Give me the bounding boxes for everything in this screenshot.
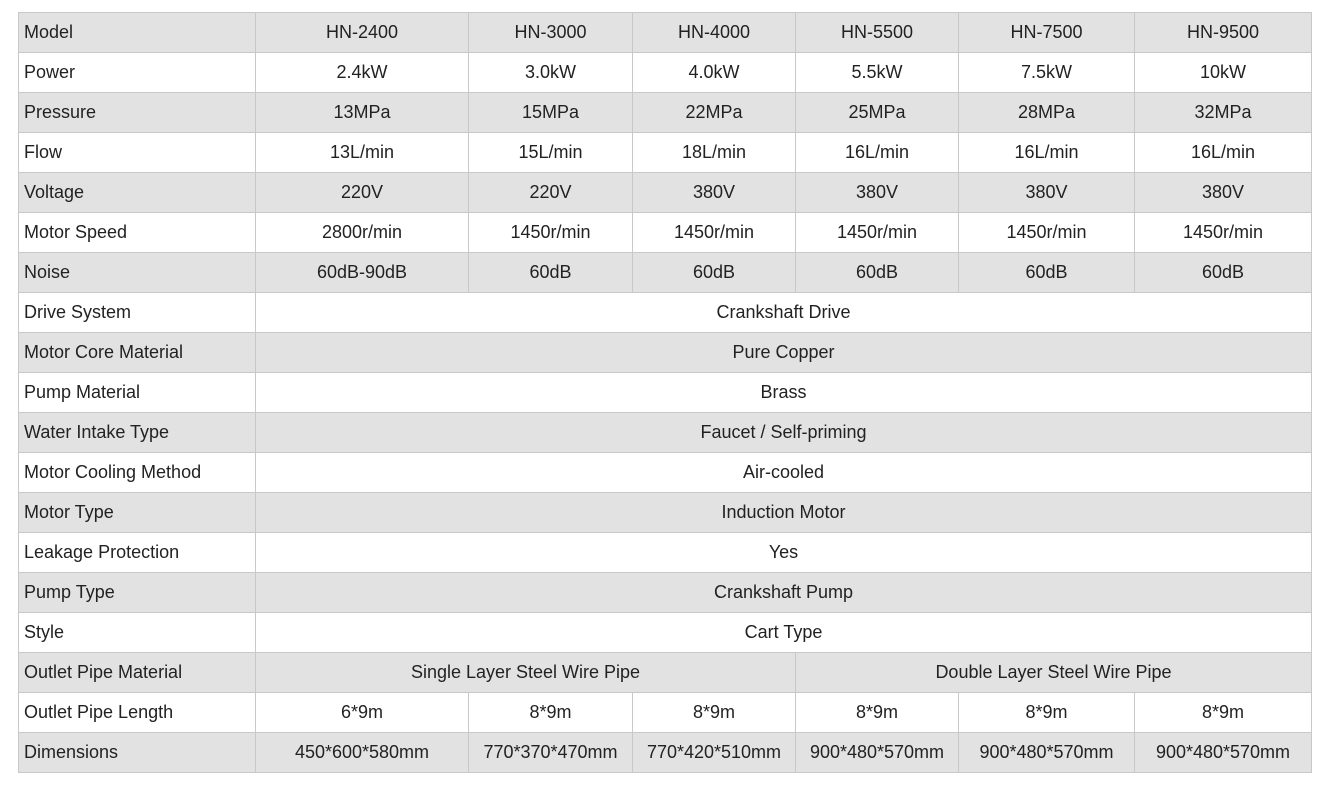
row-outlet-pipe-material (19, 653, 1312, 693)
dimensions-cell: 770*370*470mm (469, 733, 633, 773)
row-motor-speed (19, 213, 1312, 253)
noise-cell: 60dB-90dB (256, 253, 469, 293)
voltage-cell: 380V (796, 173, 959, 213)
noise-cell: 60dB (959, 253, 1135, 293)
row-label: Motor Type (19, 493, 256, 533)
row-water-intake-type (19, 413, 1312, 453)
noise-cell: 60dB (796, 253, 959, 293)
motor-core-material-value: Pure Copper (256, 333, 1312, 373)
water-intake-type-value: Faucet / Self-priming (256, 413, 1312, 453)
row-label: Pump Material (19, 373, 256, 413)
motor-speed-cell: 1450r/min (1135, 213, 1312, 253)
model-cell: HN-5500 (796, 13, 959, 53)
leakage-protection-value: Yes (256, 533, 1312, 573)
outlet-pipe-length-cell: 8*9m (469, 693, 633, 733)
outlet-pipe-material-double: Double Layer Steel Wire Pipe (796, 653, 1312, 693)
row-motor-core-material (19, 333, 1312, 373)
outlet-pipe-length-cell: 8*9m (959, 693, 1135, 733)
voltage-cell: 220V (256, 173, 469, 213)
row-label: Water Intake Type (19, 413, 256, 453)
row-label: Noise (19, 253, 256, 293)
outlet-pipe-length-cell: 8*9m (633, 693, 796, 733)
dimensions-cell: 900*480*570mm (1135, 733, 1312, 773)
row-label: Outlet Pipe Length (19, 693, 256, 733)
pressure-cell: 22MPa (633, 93, 796, 133)
outlet-pipe-length-cell: 8*9m (1135, 693, 1312, 733)
style-value: Cart Type (256, 613, 1312, 653)
power-cell: 3.0kW (469, 53, 633, 93)
model-cell: HN-4000 (633, 13, 796, 53)
row-outlet-pipe-length (19, 693, 1312, 733)
row-label: Style (19, 613, 256, 653)
row-label: Drive System (19, 293, 256, 333)
row-pressure (19, 93, 1312, 133)
motor-speed-cell: 2800r/min (256, 213, 469, 253)
row-label: Flow (19, 133, 256, 173)
power-cell: 5.5kW (796, 53, 959, 93)
pressure-cell: 13MPa (256, 93, 469, 133)
model-cell: HN-2400 (256, 13, 469, 53)
row-model (19, 13, 1312, 53)
row-flow (19, 133, 1312, 173)
dimensions-cell: 900*480*570mm (796, 733, 959, 773)
row-label: Motor Speed (19, 213, 256, 253)
drive-system-value: Crankshaft Drive (256, 293, 1312, 333)
power-cell: 10kW (1135, 53, 1312, 93)
motor-speed-cell: 1450r/min (959, 213, 1135, 253)
model-cell: HN-3000 (469, 13, 633, 53)
pressure-cell: 15MPa (469, 93, 633, 133)
power-cell: 2.4kW (256, 53, 469, 93)
row-label: Pressure (19, 93, 256, 133)
model-cell: HN-9500 (1135, 13, 1312, 53)
row-label: Model (19, 13, 256, 53)
model-cell: HN-7500 (959, 13, 1135, 53)
row-label: Motor Cooling Method (19, 453, 256, 493)
power-cell: 7.5kW (959, 53, 1135, 93)
row-label: Motor Core Material (19, 333, 256, 373)
motor-type-value: Induction Motor (256, 493, 1312, 533)
row-label: Pump Type (19, 573, 256, 613)
flow-cell: 13L/min (256, 133, 469, 173)
row-drive-system (19, 293, 1312, 333)
row-label: Dimensions (19, 733, 256, 773)
motor-cooling-method-value: Air-cooled (256, 453, 1312, 493)
outlet-pipe-length-cell: 6*9m (256, 693, 469, 733)
motor-speed-cell: 1450r/min (796, 213, 959, 253)
row-motor-cooling-method (19, 453, 1312, 493)
flow-cell: 18L/min (633, 133, 796, 173)
row-label: Power (19, 53, 256, 93)
row-pump-type (19, 573, 1312, 613)
row-voltage (19, 173, 1312, 213)
pump-material-value: Brass (256, 373, 1312, 413)
noise-cell: 60dB (1135, 253, 1312, 293)
pressure-cell: 25MPa (796, 93, 959, 133)
dimensions-cell: 900*480*570mm (959, 733, 1135, 773)
row-power (19, 53, 1312, 93)
row-dimensions (19, 733, 1312, 773)
voltage-cell: 220V (469, 173, 633, 213)
flow-cell: 16L/min (1135, 133, 1312, 173)
dimensions-cell: 770*420*510mm (633, 733, 796, 773)
motor-speed-cell: 1450r/min (469, 213, 633, 253)
voltage-cell: 380V (633, 173, 796, 213)
noise-cell: 60dB (633, 253, 796, 293)
spec-table (18, 12, 1312, 773)
noise-cell: 60dB (469, 253, 633, 293)
row-leakage-protection (19, 533, 1312, 573)
dimensions-cell: 450*600*580mm (256, 733, 469, 773)
pump-type-value: Crankshaft Pump (256, 573, 1312, 613)
row-noise (19, 253, 1312, 293)
row-motor-type (19, 493, 1312, 533)
outlet-pipe-material-single: Single Layer Steel Wire Pipe (256, 653, 796, 693)
flow-cell: 16L/min (959, 133, 1135, 173)
row-label: Outlet Pipe Material (19, 653, 256, 693)
row-pump-material (19, 373, 1312, 413)
voltage-cell: 380V (1135, 173, 1312, 213)
row-label: Voltage (19, 173, 256, 213)
voltage-cell: 380V (959, 173, 1135, 213)
motor-speed-cell: 1450r/min (633, 213, 796, 253)
row-label: Leakage Protection (19, 533, 256, 573)
power-cell: 4.0kW (633, 53, 796, 93)
outlet-pipe-length-cell: 8*9m (796, 693, 959, 733)
flow-cell: 15L/min (469, 133, 633, 173)
row-style (19, 613, 1312, 653)
flow-cell: 16L/min (796, 133, 959, 173)
pressure-cell: 32MPa (1135, 93, 1312, 133)
pressure-cell: 28MPa (959, 93, 1135, 133)
